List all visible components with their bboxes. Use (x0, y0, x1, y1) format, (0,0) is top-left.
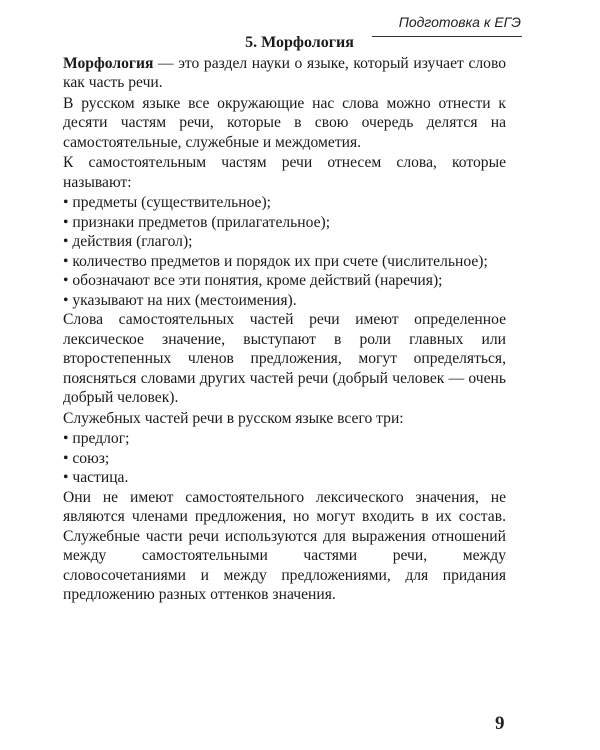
list-item: • предлог; (63, 430, 130, 447)
list-item: • предметы (существительное); (63, 194, 272, 211)
definition-text: — это раздел науки о языке, который изучает слово как часть речи. (63, 54, 506, 91)
list-item: • признаки предметов (прилагательное); (63, 213, 331, 231)
paragraph-auxiliary-meaning: Они не имеют самостоятельного лексического значения, не являются членами предложения, но могут входить в их состав. Служебные части речи используются для выражения отношений между самостоятельными частями речи, между словосочетаниями и между предложениями, для придания предложению разных оттенков значения. (63, 488, 506, 603)
list-item: • указывают на них (местоимения). (63, 291, 297, 309)
paragraph-independent-meaning: Слова самостоятельных частей речи имеют определенное лексическое значение, выступают в роли главных или второстепенных членов предложения, могут определяться, поясняться словами других частей речи (добрый человек — очень добрый человек). (63, 311, 506, 406)
page-number: 9 (495, 713, 505, 734)
list-item: • союз; (63, 449, 110, 467)
paragraph-auxiliary-intro: Служебных частей речи в русском языке всего три: (63, 409, 404, 427)
running-header: Подготовка к ЕГЭ (398, 14, 521, 30)
section-title: 5. Морфология (245, 34, 354, 51)
list-item: • количество предметов и порядок их при счете (числительное); (63, 252, 488, 270)
independent-parts-list (63, 193, 506, 310)
paragraph-definition (63, 54, 506, 93)
paragraph-parts-of-speech: В русском языке все окружающие нас слова можно отнести к десяти частям речи, которые в свою очередь делятся на самостоятельные, служебные и междометия. (63, 94, 506, 151)
page-body (63, 33, 506, 606)
auxiliary-parts-list (63, 429, 506, 488)
list-item: • обозначают все эти понятия, кроме действий (наречия); (63, 272, 443, 289)
paragraph-independent-intro: К самостоятельным частям речи отнесем слова, которые называют: (63, 154, 506, 191)
term-morphology: Морфология (63, 54, 154, 72)
list-item: • действия (глагол); (63, 233, 193, 250)
list-item: • частица. (63, 469, 129, 486)
